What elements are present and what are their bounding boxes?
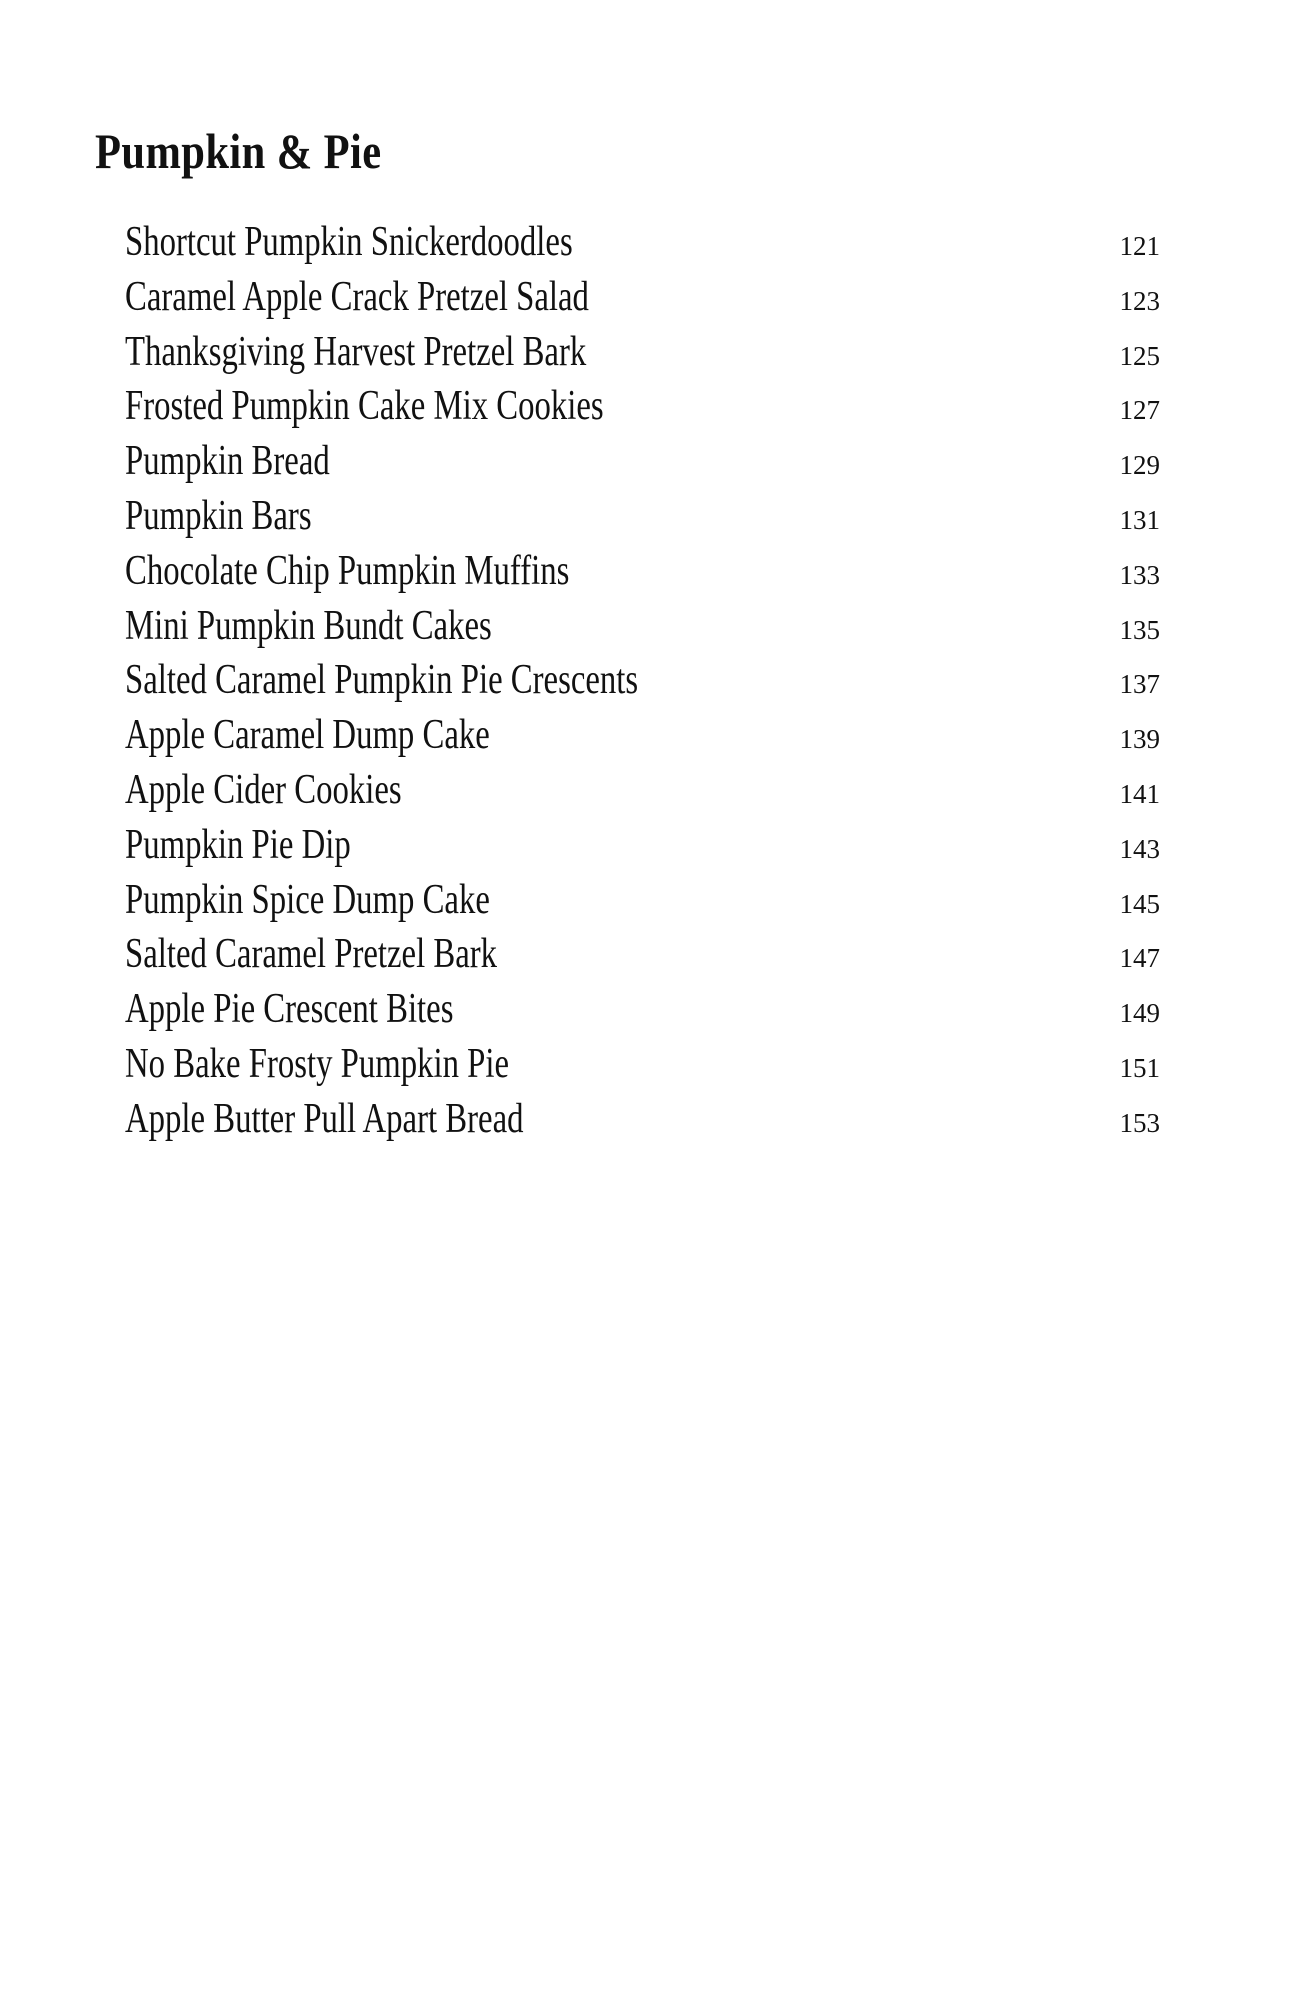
recipe-title: Shortcut Pumpkin Snickerdoodles <box>125 219 573 265</box>
toc-entry <box>125 711 1160 766</box>
recipe-title: Apple Butter Pull Apart Bread <box>125 1095 524 1142</box>
toc-entry <box>125 985 1160 1040</box>
toc-entry <box>125 1095 1160 1150</box>
toc-entry <box>125 437 1160 492</box>
toc-entry <box>125 218 1160 273</box>
recipe-title: No Bake Frosty Pumpkin Pie <box>125 1040 510 1087</box>
recipe-title: Mini Pumpkin Bundt Cakes <box>125 602 492 649</box>
recipe-title: Salted Caramel Pretzel Bark <box>125 931 498 978</box>
page-number: 139 <box>1119 724 1160 755</box>
page-number: 135 <box>1119 614 1160 645</box>
recipe-title: Pumpkin Pie Dip <box>125 821 351 868</box>
page-number: 149 <box>1119 998 1160 1029</box>
page-number: 129 <box>1119 450 1160 481</box>
recipe-title: Frosted Pumpkin Cake Mix Cookies <box>125 383 604 430</box>
page-number: 153 <box>1119 1107 1160 1138</box>
page-number: 123 <box>1119 285 1160 316</box>
recipe-title: Pumpkin Spice Dump Cake <box>125 876 490 923</box>
toc-entry <box>125 382 1160 437</box>
recipe-title: Pumpkin Bread <box>125 438 330 485</box>
toc-entry <box>125 547 1160 602</box>
page-number: 151 <box>1119 1052 1160 1083</box>
toc-entry <box>125 766 1160 821</box>
page-number: 133 <box>1119 559 1160 590</box>
recipe-title: Pumpkin Bars <box>125 492 312 539</box>
page-number: 143 <box>1119 833 1160 864</box>
toc-entry <box>125 273 1160 328</box>
page-number: 145 <box>1119 888 1160 919</box>
toc-entry <box>125 821 1160 876</box>
section-title: Pumpkin & Pie <box>95 123 382 179</box>
recipe-title: Apple Pie Crescent Bites <box>125 986 454 1033</box>
recipe-title: Caramel Apple Crack Pretzel Salad <box>125 273 589 320</box>
toc-entry <box>125 1040 1160 1095</box>
recipe-title: Thanksgiving Harvest Pretzel Bark <box>125 328 587 375</box>
toc-list <box>125 218 1160 1150</box>
toc-entry <box>125 656 1160 711</box>
page-number: 131 <box>1119 504 1160 535</box>
page-number: 125 <box>1119 340 1160 371</box>
recipe-title: Chocolate Chip Pumpkin Muffins <box>125 547 570 594</box>
page-number: 137 <box>1119 669 1160 700</box>
recipe-title: Salted Caramel Pumpkin Pie Crescents <box>125 657 639 704</box>
page-number: 127 <box>1119 395 1160 426</box>
page-number: 147 <box>1119 943 1160 974</box>
toc-entry <box>125 492 1160 547</box>
recipe-title: Apple Caramel Dump Cake <box>125 712 490 759</box>
page-number: 121 <box>1119 231 1160 261</box>
toc-entry <box>125 328 1160 383</box>
toc-entry <box>125 602 1160 657</box>
toc-entry <box>125 876 1160 931</box>
toc-entry <box>125 930 1160 985</box>
page-number: 141 <box>1119 778 1160 809</box>
recipe-title: Apple Cider Cookies <box>125 766 402 813</box>
